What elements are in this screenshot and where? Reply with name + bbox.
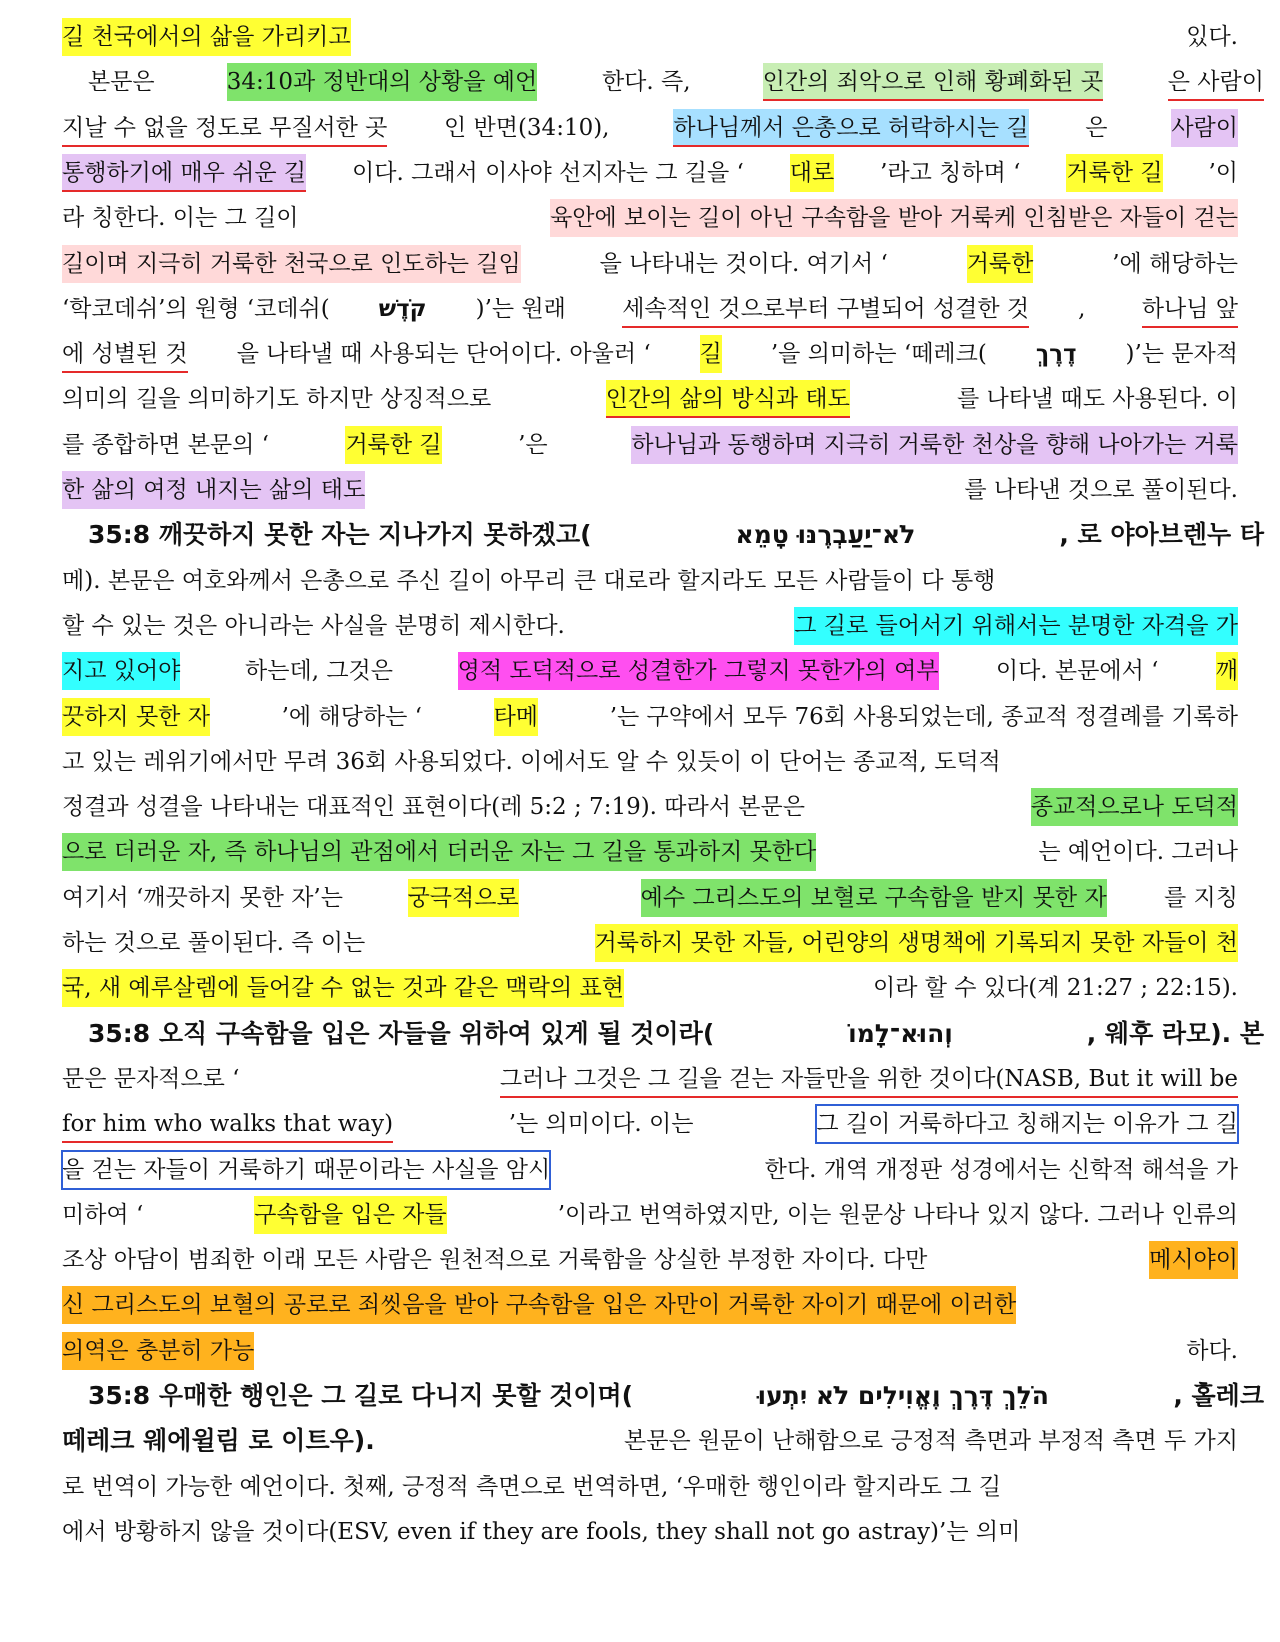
text-segment: 고 있는 레위기에서만 무려 36회 사용되었다. 이에서도 알 수 있듯이 이 단어는 종교적, 도덕적 [62,748,1001,775]
text-line [62,1377,1264,1415]
text-segment: ‘학코데쉬’의 원형 ‘코데쉬( [62,295,330,322]
highlighted-text: 육안에 보이는 길이 아닌 구속함을 받아 거룩케 인침받은 자들이 걷는 [550,199,1238,237]
text-line [62,1468,1238,1506]
text-segment: 를 지칭 [1164,884,1238,911]
text-line [62,516,1264,554]
text-line [62,1151,1238,1189]
highlighted-text: 메시야이 [1149,1241,1238,1279]
text-line [62,1060,1238,1098]
text-segment: ’라고 칭하며 ‘ [880,159,1021,186]
highlighted-text: 거룩한 길 [1066,154,1162,192]
text-segment: 하는 것으로 풀이된다. 즉 이는 [62,930,373,956]
text-line [62,1286,1238,1324]
text-segment: 은 [1085,114,1115,141]
text-line [62,290,1238,328]
text-segment: 는 예언이다. 그러나 [1038,839,1238,866]
text-segment: 본문은 원문이 난해함으로 긍정적 측면과 부정적 측면 두 가지 [624,1428,1238,1455]
text-segment [576,879,583,917]
text-segment: 조상 아담이 범죄한 이래 모든 사람은 원천적으로 거룩함을 상실한 부정한 자이다. 다만 [62,1247,935,1274]
highlighted-text: 의역은 충분히 가능 [62,1332,254,1370]
text-segment: , 웨후 라모). 본 [1086,1018,1264,1048]
text-segment: 을 나타낼 때 사용되는 단어이다. 아울러 ‘ [236,341,651,368]
highlighted-text: 깨 [1216,652,1238,690]
highlighted-text: 지고 있어야 [62,652,180,690]
hebrew-text: דֶרֶךְ [1035,341,1077,368]
text-segment: 여기서 ‘깨끗하지 못한 자’는 [62,884,351,911]
text-segment: ’는 의미이다. 이는 [508,1111,701,1138]
highlighted-text: 그 길이 거룩하다고 칭해지는 이유가 그 길 [816,1105,1238,1143]
text-segment: 떼레크 웨에윌림 로 이트우). [62,1426,384,1456]
text-segment: 를 나타낸 것으로 풀이된다. [964,477,1238,503]
text-line [62,788,1238,826]
highlighted-text: 한 삶의 여정 내지는 삶의 태도 [62,471,365,509]
text-line [62,1513,1238,1551]
highlighted-text: 지날 수 없을 정도로 무질서한 곳 [62,109,387,147]
highlighted-text: 그 길로 들어서기 위해서는 분명한 자격을 가 [794,607,1238,645]
hebrew-text: וְהוּא־לָמוֹ [848,1018,953,1048]
text-line [62,562,1238,600]
text-segment: , 홀레크 [1173,1381,1264,1410]
text-segment: 하는데, 그것은 [237,658,401,685]
hebrew-text: קֹדֶשׁ [378,295,427,322]
text-line [62,380,1238,418]
text-line [62,154,1238,192]
text-line [62,607,1238,645]
text-segment: 이다. 본문에서 ‘ [995,658,1159,685]
text-segment: 35:8 오직 구속함을 입은 자들을 위하여 있게 될 것이라( [88,1018,715,1048]
highlighted-text: 세속적인 것으로부터 구별되어 성결한 것 [622,290,1029,328]
text-segment: 35:8 우매한 행인은 그 길로 다니지 못할 것이며( [88,1381,634,1410]
highlighted-text: 34:10과 정반대의 상황을 예언 [227,63,537,101]
highlighted-text: 길 [700,335,722,373]
highlighted-text: 하나님께서 은총으로 허락하시는 길 [673,109,1028,147]
text-line [62,833,1238,871]
text-segment: 메). 본문은 여호와께서 은총으로 주신 길이 아무리 큰 대로라 할지라도 모든 사람들이 다 통행 [62,567,996,594]
text-segment: 를 종합하면 본문의 ‘ [62,431,269,458]
text-line [62,1241,1238,1279]
highlighted-text: 거룩한 [967,245,1034,283]
highlighted-text: 대로 [790,154,834,192]
text-segment: 로 번역이 가능한 예언이다. 첫째, 긍정적 측면으로 번역하면, ‘우매한 행인이라 할지라도 그 길 [62,1473,1002,1500]
highlighted-text: 을 걷는 자들이 거룩하기 때문이라는 사실을 암시 [62,1151,550,1189]
text-line [62,63,1264,101]
text-line [62,18,1238,56]
highlighted-text: 종교적으로나 도덕적 [1031,788,1238,826]
highlighted-text: 은 사람이 [1168,63,1264,101]
highlighted-text: 길이며 지극히 거룩한 천국으로 인도하는 길임 [62,245,521,283]
text-segment: ’은 [518,431,555,458]
highlighted-text: 국, 새 예루살렘에 들어갈 수 없는 것과 같은 맥락의 표현 [62,969,624,1007]
text-segment: ’에 해당하는 [1112,250,1238,277]
text-segment: 정결과 성결을 나타내는 대표적인 표현이다(레 5:2 ; 7:19). 따라서 본문은 [62,794,813,821]
text-segment: ’는 구약에서 모두 76회 사용되었는데, 종교적 정결례를 기록하 [609,703,1238,730]
highlighted-text: 길 천국에서의 삶을 가리키고 [62,18,351,56]
text-segment: , 로 야아브렌누 타 [1059,520,1264,550]
text-segment: 하다. [1186,1337,1238,1364]
text-line [62,698,1238,736]
text-segment: 인 반면(34:10), [443,114,617,141]
highlighted-text: 하나님 앞 [1142,290,1238,328]
highlighted-text: 통행하기에 매우 쉬운 길 [62,154,306,192]
highlighted-text: 거룩하지 못한 자들, 어린양의 생명책에 기록되지 못한 자들이 천 [595,924,1238,962]
highlighted-text: 거룩한 길 [345,426,441,464]
hebrew-text: הֹלֵךְ דֶּרֶךְ וֶאֱוִילִים לֹא יִתְעוּ [757,1381,1049,1410]
text-line [62,109,1238,147]
text-segment: 있다. [1178,24,1238,50]
highlighted-text: 구속함을 입은 자들 [254,1196,446,1234]
text-segment: 35:8 깨끗하지 못한 자는 지나가지 못하겠고( [88,520,592,550]
text-segment: 를 나타낼 때도 사용된다. 이 [957,386,1238,413]
text-line [62,1196,1238,1234]
text-line [62,1015,1264,1053]
text-line [62,471,1238,509]
text-segment: 이다. 그래서 이사야 선지자는 그 길을 ‘ [352,159,744,186]
text-segment: 한다. 즉, [601,69,698,96]
text-segment: ’을 의미하는 ‘떼레크( [770,341,987,368]
highlighted-text: 영적 도덕적으로 성결한가 그렇지 못한가의 여부 [458,652,939,690]
highlighted-text: 에 성별된 것 [62,335,188,373]
text-segment: ’이라고 번역하였지만, 이는 원문상 나타나 있지 않다. 그러나 인류의 [557,1201,1238,1228]
highlighted-text: 으로 더러운 자, 즉 하나님의 관점에서 더러운 자는 그 길을 통과하지 못한다 [62,833,816,871]
highlighted-text: 하나님과 동행하며 지극히 거룩한 천상을 향해 나아가는 거룩 [631,426,1238,464]
highlighted-text: 그러나 그것은 그 길을 걷는 자들만을 위한 것이다(NASB, But it will be [500,1060,1238,1098]
text-line [62,335,1238,373]
text-segment: ’에 해당하는 ‘ [281,703,422,730]
text-segment: , [1078,295,1093,322]
text-segment: 을 나타내는 것이다. 여기서 ‘ [599,250,888,277]
highlighted-text: 끗하지 못한 자 [62,698,210,736]
text-segment: 문은 문자적으로 ‘ [62,1065,240,1092]
text-line [62,245,1238,283]
text-segment: )’는 문자적 [1125,341,1238,368]
text-line [62,426,1238,464]
highlighted-text: 타메 [494,698,538,736]
text-line [62,1422,1238,1460]
text-segment: 미하여 ‘ [62,1201,144,1228]
highlighted-text: 인간의 삶의 방식과 태도 [606,380,850,418]
text-line [62,199,1238,237]
highlighted-text: 예수 그리스도의 보혈로 구속함을 받지 못한 자 [641,879,1107,917]
highlighted-text: 신 그리스도의 보혈의 공로로 죄씻음을 받아 구속함을 입은 자만이 거룩한 자이기 때문에 이러한 [62,1286,1016,1324]
text-segment: 에서 방황하지 않을 것이다(ESV, even if they are fools, they shall not go astray)’는 의미 [62,1518,1021,1545]
text-segment: )’는 원래 [475,295,574,322]
text-line [62,969,1238,1007]
hebrew-text: לֹא־יַעַבְרֶנּוּ טָמֵא [735,520,916,550]
text-line [62,1105,1238,1143]
highlighted-text: 사람이 [1171,109,1238,147]
text-segment: 본문은 [88,69,162,96]
text-line [62,879,1238,917]
highlighted-text: 궁극적으로 [408,879,519,917]
text-segment: 의미의 길을 의미하기도 하지만 상징적으로 [62,386,499,413]
text-line [62,1332,1238,1370]
text-segment: 라 칭한다. 이는 그 길이 [62,205,306,232]
text-segment: ’이 [1208,159,1238,186]
text-segment: 한다. 개역 개정판 성경에서는 신학적 해석을 가 [764,1156,1238,1183]
highlighted-text: 인간의 죄악으로 인해 황폐화된 곳 [763,63,1103,101]
text-line [62,743,1238,781]
text-line [62,652,1238,690]
text-segment: 이라 할 수 있다(계 21:27 ; 22:15). [873,975,1238,1002]
text-segment: 할 수 있는 것은 아니라는 사실을 분명히 제시한다. [62,612,573,639]
text-line [62,924,1238,962]
highlighted-text: for him who walks that way) [62,1105,393,1143]
